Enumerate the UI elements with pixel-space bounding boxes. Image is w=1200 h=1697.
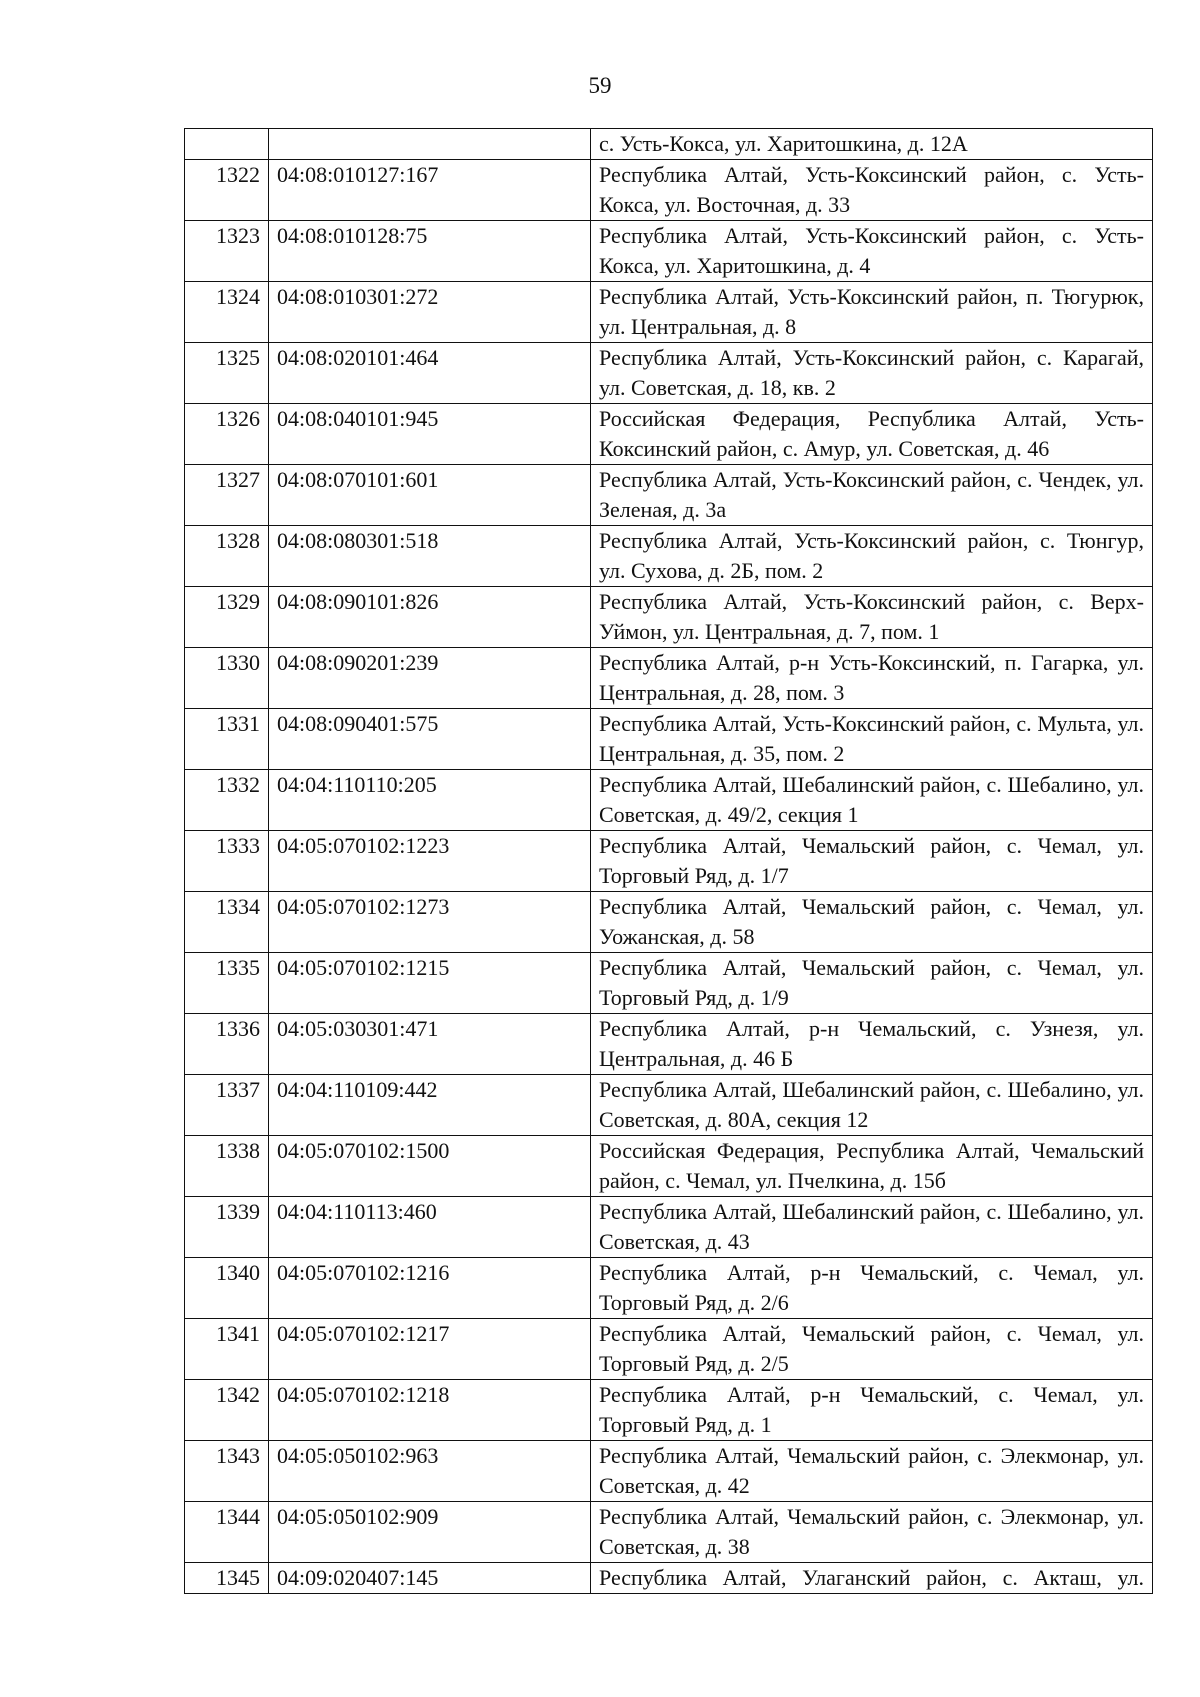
table-row [185, 1258, 1153, 1319]
row-number-cell: 1331 [185, 709, 269, 770]
cadastral-number-cell: 04:05:070102:1273 [269, 892, 591, 953]
address-cell: Республика Алтай, Чемальский район, с. Элекмонар, ул. Советская, д. 38 [591, 1502, 1153, 1563]
address-cell: Республика Алтай, Чемальский район, с. Чемал, ул. Торговый Ряд, д. 2/5 [591, 1319, 1153, 1380]
address-cell: Республика Алтай, Шебалинский район, с. Шебалино, ул. Советская, д. 49/2, секция 1 [591, 770, 1153, 831]
table-row [185, 1502, 1153, 1563]
row-number-cell: 1323 [185, 221, 269, 282]
row-number-cell: 1322 [185, 160, 269, 221]
cadastral-number-cell: 04:08:020101:464 [269, 343, 591, 404]
row-number-cell: 1333 [185, 831, 269, 892]
table-row [185, 465, 1153, 526]
address-cell: Республика Алтай, Усть-Коксинский район, с. Чендек, ул. Зеленая, д. 3а [591, 465, 1153, 526]
cadastral-number-cell: 04:05:070102:1223 [269, 831, 591, 892]
row-number-cell: 1338 [185, 1136, 269, 1197]
row-number-cell: 1334 [185, 892, 269, 953]
table-row [185, 282, 1153, 343]
cadastral-number-cell: 04:05:050102:963 [269, 1441, 591, 1502]
cadastral-number-cell: 04:04:110109:442 [269, 1075, 591, 1136]
address-cell: Республика Алтай, Усть-Коксинский район, с. Тюнгур, ул. Сухова, д. 2Б, пом. 2 [591, 526, 1153, 587]
table-row [185, 526, 1153, 587]
row-number-cell: 1330 [185, 648, 269, 709]
table-row [185, 404, 1153, 465]
address-cell: Республика Алтай, р-н Чемальский, с. Чемал, ул. Торговый Ряд, д. 2/6 [591, 1258, 1153, 1319]
cadastral-number-cell: 04:05:050102:909 [269, 1502, 591, 1563]
table-row [185, 343, 1153, 404]
address-cell: с. Усть-Кокса, ул. Харитошкина, д. 12А [591, 129, 1153, 160]
table-row [185, 648, 1153, 709]
page-number: 59 [588, 73, 612, 98]
cadastral-number-cell: 04:05:070102:1216 [269, 1258, 591, 1319]
row-number-cell: 1344 [185, 1502, 269, 1563]
row-number-cell: 1341 [185, 1319, 269, 1380]
cadastral-number-cell [269, 129, 591, 160]
table-row [185, 709, 1153, 770]
table-row [185, 770, 1153, 831]
row-number-cell: 1332 [185, 770, 269, 831]
address-cell: Республика Алтай, Усть-Коксинский район, с. Карагай, ул. Советская, д. 18, кв. 2 [591, 343, 1153, 404]
address-cell: Российская Федерация, Республика Алтай, Усть-Коксинский район, с. Амур, ул. Советская, д. 46 [591, 404, 1153, 465]
address-cell: Республика Алтай, р-н Чемальский, с. Узнезя, ул. Центральная, д. 46 Б [591, 1014, 1153, 1075]
row-number-cell: 1345 [185, 1563, 269, 1594]
address-cell: Республика Алтай, Усть-Коксинский район, с. Усть-Кокса, ул. Харитошкина, д. 4 [591, 221, 1153, 282]
table-row [185, 221, 1153, 282]
table-row [185, 587, 1153, 648]
row-number-cell: 1335 [185, 953, 269, 1014]
table-row [185, 1136, 1153, 1197]
row-number-cell: 1324 [185, 282, 269, 343]
address-cell: Республика Алтай, Шебалинский район, с. Шебалино, ул. Советская, д. 80А, секция 12 [591, 1075, 1153, 1136]
address-cell: Республика Алтай, Шебалинский район, с. Шебалино, ул. Советская, д. 43 [591, 1197, 1153, 1258]
table-row [185, 892, 1153, 953]
cadastral-number-cell: 04:04:110110:205 [269, 770, 591, 831]
row-number-cell: 1342 [185, 1380, 269, 1441]
address-cell: Республика Алтай, р-н Чемальский, с. Чемал, ул. Торговый Ряд, д. 1 [591, 1380, 1153, 1441]
address-cell: Республика Алтай, р-н Усть-Коксинский, п. Гагарка, ул. Центральная, д. 28, пом. 3 [591, 648, 1153, 709]
cadastral-number-cell: 04:08:070101:601 [269, 465, 591, 526]
row-number-cell [185, 129, 269, 160]
address-cell: Республика Алтай, Усть-Коксинский район, с. Мульта, ул. Центральная, д. 35, пом. 2 [591, 709, 1153, 770]
table-row [185, 1319, 1153, 1380]
row-number-cell: 1328 [185, 526, 269, 587]
address-cell: Республика Алтай, Чемальский район, с. Чемал, ул. Торговый Ряд, д. 1/9 [591, 953, 1153, 1014]
cadastral-number-cell: 04:08:010301:272 [269, 282, 591, 343]
table-row [185, 1075, 1153, 1136]
registry-table-body [185, 129, 1153, 1594]
cadastral-number-cell: 04:05:070102:1500 [269, 1136, 591, 1197]
row-number-cell: 1343 [185, 1441, 269, 1502]
table-row [185, 1197, 1153, 1258]
table-row [185, 1014, 1153, 1075]
cadastral-number-cell: 04:05:070102:1217 [269, 1319, 591, 1380]
row-number-cell: 1336 [185, 1014, 269, 1075]
table-row [185, 1441, 1153, 1502]
cadastral-number-cell: 04:08:080301:518 [269, 526, 591, 587]
address-cell: Республика Алтай, Усть-Коксинский район, п. Тюгурюк, ул. Центральная, д. 8 [591, 282, 1153, 343]
table-row [185, 831, 1153, 892]
table-row [185, 1380, 1153, 1441]
table-row [185, 953, 1153, 1014]
row-number-cell: 1326 [185, 404, 269, 465]
cadastral-number-cell: 04:05:070102:1218 [269, 1380, 591, 1441]
cadastral-number-cell: 04:08:090101:826 [269, 587, 591, 648]
row-number-cell: 1327 [185, 465, 269, 526]
cadastral-number-cell: 04:04:110113:460 [269, 1197, 591, 1258]
address-cell: Республика Алтай, Улаганский район, с. Акташ, ул. [591, 1563, 1153, 1594]
address-cell: Республика Алтай, Усть-Коксинский район, с. Усть-Кокса, ул. Восточная, д. 33 [591, 160, 1153, 221]
address-cell: Республика Алтай, Чемальский район, с. Чемал, ул. Торговый Ряд, д. 1/7 [591, 831, 1153, 892]
cadastral-number-cell: 04:05:070102:1215 [269, 953, 591, 1014]
cadastral-number-cell: 04:08:010128:75 [269, 221, 591, 282]
row-number-cell: 1325 [185, 343, 269, 404]
address-cell: Республика Алтай, Чемальский район, с. Элекмонар, ул. Советская, д. 42 [591, 1441, 1153, 1502]
address-cell: Российская Федерация, Республика Алтай, Чемальский район, с. Чемал, ул. Пчелкина, д. 15б [591, 1136, 1153, 1197]
row-number-cell: 1339 [185, 1197, 269, 1258]
row-number-cell: 1340 [185, 1258, 269, 1319]
row-number-cell: 1329 [185, 587, 269, 648]
row-number-cell: 1337 [185, 1075, 269, 1136]
address-cell: Республика Алтай, Усть-Коксинский район, с. Верх-Уймон, ул. Центральная, д. 7, пом. 1 [591, 587, 1153, 648]
table-row-continuation [185, 129, 1153, 160]
cadastral-number-cell: 04:05:030301:471 [269, 1014, 591, 1075]
table-row-partial [185, 1563, 1153, 1594]
table-row [185, 160, 1153, 221]
cadastral-number-cell: 04:08:090401:575 [269, 709, 591, 770]
property-registry-table [184, 128, 1153, 1594]
cadastral-number-cell: 04:08:010127:167 [269, 160, 591, 221]
address-cell: Республика Алтай, Чемальский район, с. Чемал, ул. Уожанская, д. 58 [591, 892, 1153, 953]
cadastral-number-cell: 04:08:090201:239 [269, 648, 591, 709]
cadastral-number-cell: 04:08:040101:945 [269, 404, 591, 465]
cadastral-number-cell: 04:09:020407:145 [269, 1563, 591, 1594]
